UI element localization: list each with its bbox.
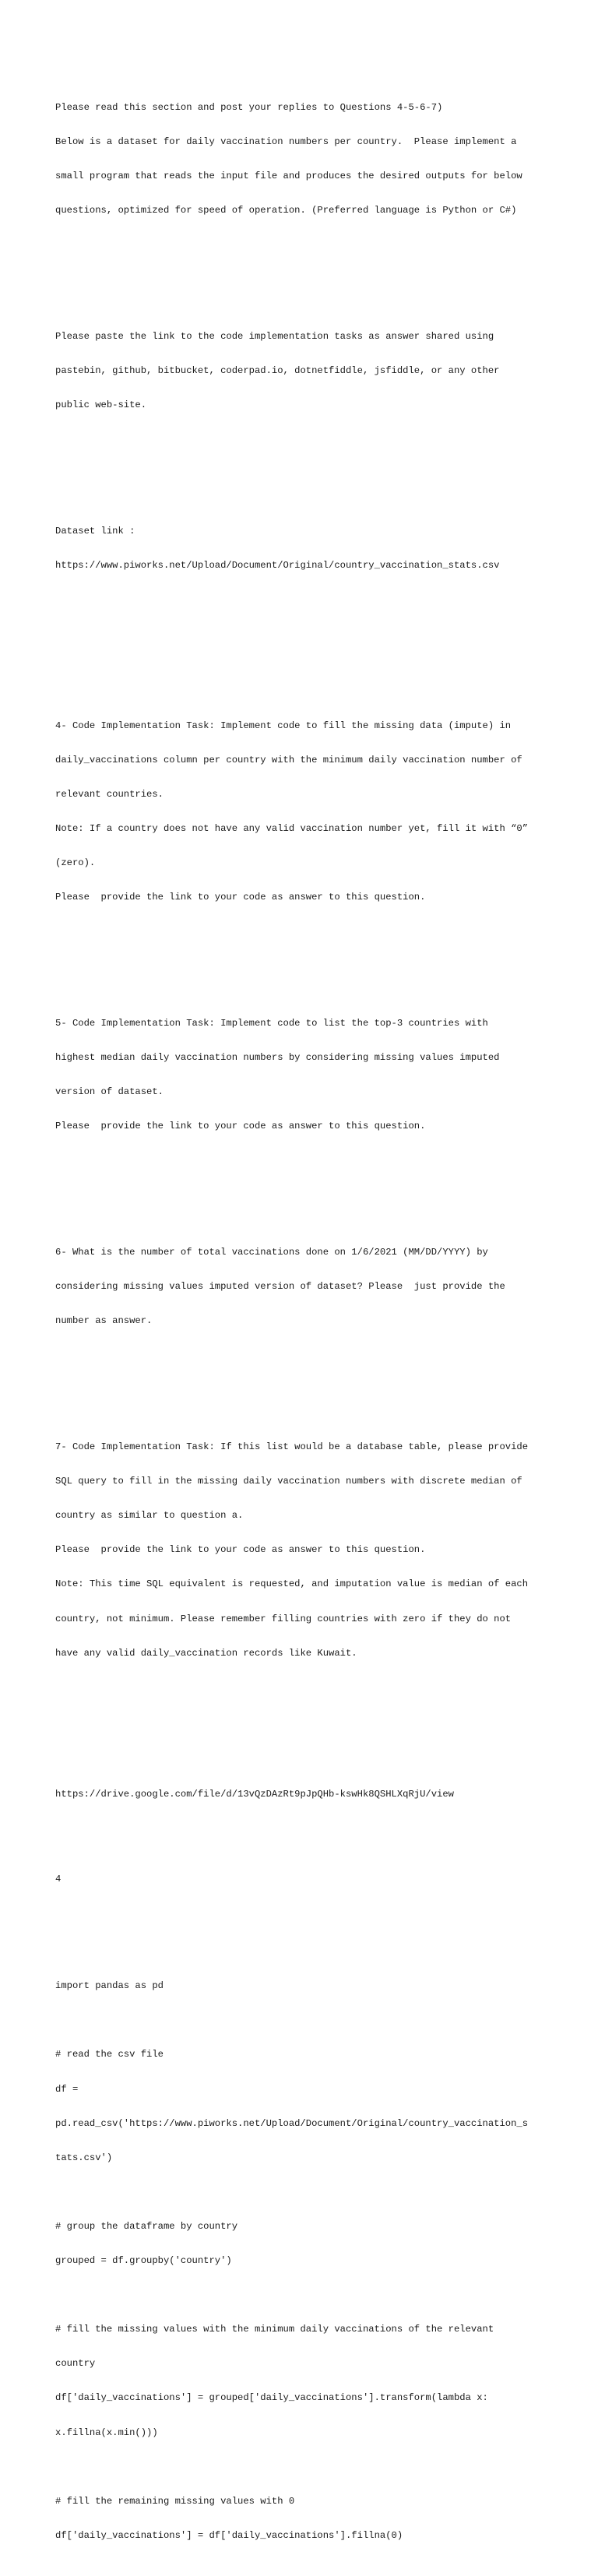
text-line: 5- Code Implementation Task: Implement code to list the top-3 countries with: [55, 1017, 488, 1029]
dataset-url-link[interactable]: https://www.piworks.net/Upload/Document/Original/country_vaccination_stats.csv: [55, 559, 500, 571]
code-comment: country: [55, 2358, 96, 2370]
code-line: grouped = df.groupby('country'): [55, 2255, 232, 2267]
code-comment: # group the dataframe by country: [55, 2220, 238, 2232]
question-4: [55, 697, 569, 926]
code-line: df['daily_vaccinations'] = grouped['daily_vaccinations'].transform(lambda x:: [55, 2392, 488, 2404]
text-line: Please provide the link to your code as answer to this question.: [55, 1121, 426, 1132]
text-line: have any valid daily_vaccination records like Kuwait.: [55, 1647, 357, 1659]
dataset-link-section: [55, 502, 569, 594]
text-line: Please provide the link to your code as answer to this question.: [55, 1544, 426, 1556]
text-line: number as answer.: [55, 1315, 153, 1327]
drive-link[interactable]: https://drive.google.com/file/d/13vQzDAzRt9pJpQHb-kswHk8QSHLXqRjU/view: [55, 1789, 454, 1800]
text-line: questions, optimized for speed of operation. (Preferred language is Python or C#): [55, 205, 517, 216]
text-line: Note: This time SQL equivalent is requested, and imputation value is median of each: [55, 1578, 529, 1590]
code-comment: # fill the remaining missing values with 0: [55, 2495, 295, 2507]
code-comment: # read the csv file: [55, 2049, 164, 2060]
code-line: df['daily_vaccinations'] = df['daily_vaccinations'].fillna(0): [55, 2529, 403, 2541]
code-line: pd.read_csv('https://www.piworks.net/Upload/Document/Original/country_vaccination_s: [55, 2117, 529, 2129]
text-line: daily_vaccinations column per country with the minimum daily vaccination number of: [55, 754, 522, 765]
paste-instructions-paragraph: [55, 308, 569, 434]
text-line: pastebin, github, bitbucket, coderpad.io, dotnetfiddle, jsfiddle, or any other: [55, 364, 500, 376]
code-line: x.fillna(x.min())): [55, 2426, 158, 2438]
answer-number: 4: [55, 1873, 62, 1884]
text-line: Please paste the link to the code implementation tasks as answer shared using: [55, 330, 494, 342]
text-line: Please provide the link to your code as answer to this question.: [55, 892, 426, 903]
text-line: public web-site.: [55, 399, 147, 411]
text-line: relevant countries.: [55, 788, 164, 800]
text-line: country, not minimum. Please remember filling countries with zero if they do not: [55, 1613, 512, 1624]
dataset-label: Dataset link :: [55, 525, 135, 537]
document-page: [55, 56, 569, 2576]
question-6: [55, 1224, 569, 1350]
question-7: [55, 1419, 569, 1682]
text-line: (zero).: [55, 857, 96, 869]
text-line: 4- Code Implementation Task: Implement code to fill the missing data (impute) in: [55, 720, 512, 731]
code-line: df =: [55, 2083, 79, 2095]
text-line: Please read this section and post your replies to Questions 4-5-6-7): [55, 101, 443, 113]
text-line: version of dataset.: [55, 1086, 164, 1098]
text-line: 6- What is the number of total vaccinations done on 1/6/2021 (MM/DD/YYYY) by: [55, 1247, 488, 1258]
text-line: considering missing values imputed version of dataset? Please just provide the: [55, 1281, 505, 1293]
text-line: highest median daily vaccination numbers by considering missing values imputed: [55, 1052, 500, 1064]
code-snippet: [55, 1958, 569, 2564]
code-line: import pandas as pd: [55, 1980, 164, 1992]
text-line: 7- Code Implementation Task: If this list would be a database table, please provide: [55, 1441, 529, 1452]
text-line: Note: If a country does not have any valid vaccination number yet, fill it with “0”: [55, 823, 529, 835]
intro-paragraph: [55, 79, 569, 239]
code-line: tats.csv'): [55, 2152, 113, 2163]
text-line: SQL query to fill in the missing daily vaccination numbers with discrete median of: [55, 1476, 522, 1487]
text-line: country as similar to question a.: [55, 1510, 244, 1522]
question-5: [55, 995, 569, 1156]
text-line: small program that reads the input file and produces the desired outputs for below: [55, 171, 522, 182]
text-line: Below is a dataset for daily vaccination numbers per country. Please implement a: [55, 135, 517, 147]
code-comment: # fill the missing values with the minimum daily vaccinations of the relevant: [55, 2324, 494, 2335]
